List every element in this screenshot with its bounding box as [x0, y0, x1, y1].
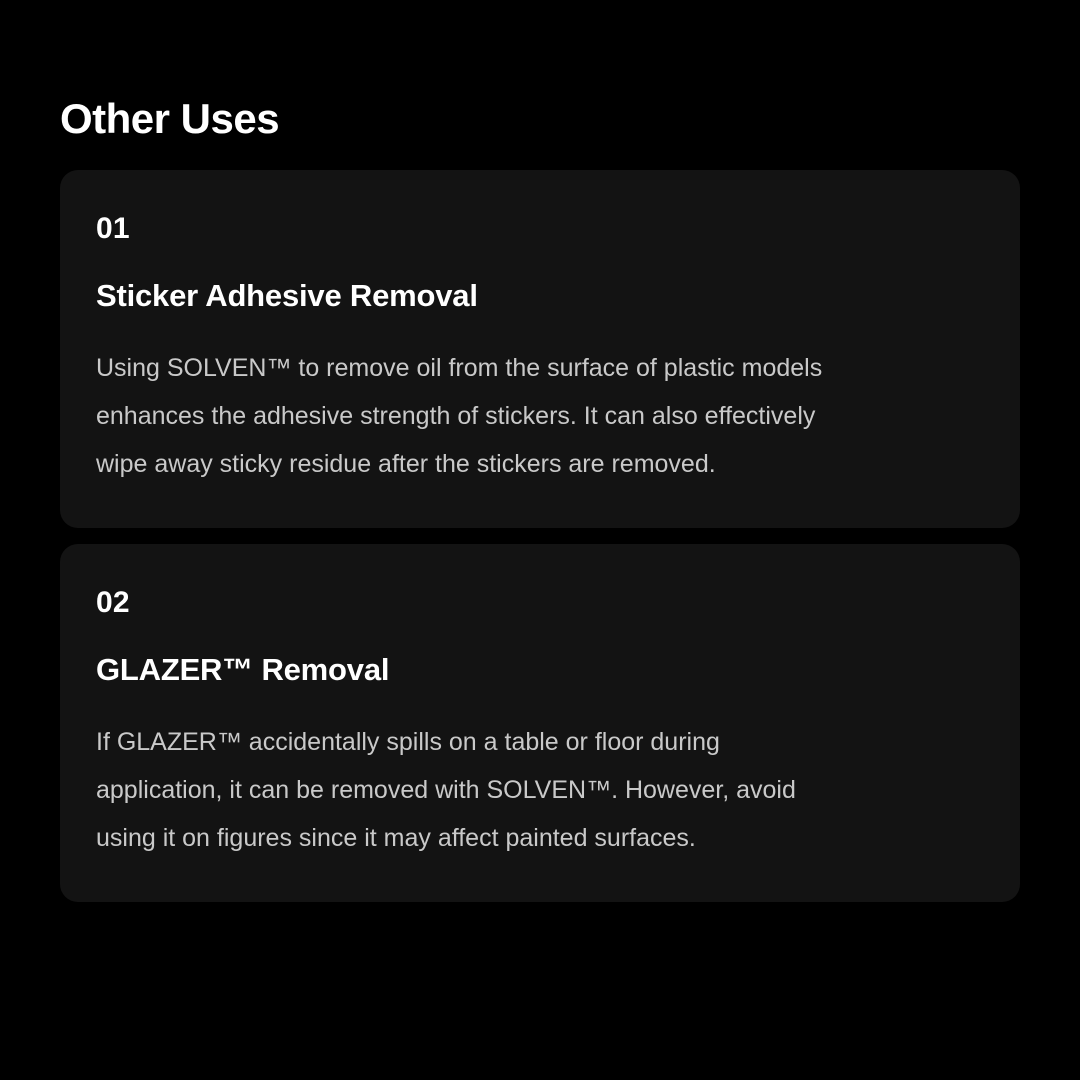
card-body-text: If GLAZER™ accidentally spills on a table or floor during application, it can be removed with SOLVEN™. However, avoid using it on figures since it may affect painted surfaces. [96, 728, 796, 853]
card-body-text: Using SOLVEN™ to remove oil from the surface of plastic models enhances the adhesive strength of stickers. It can also effectively wipe away sticky residue after the stickers are removed. [96, 354, 823, 479]
card-heading: GLAZER™ Removal [96, 652, 390, 688]
page-title: Other Uses [60, 95, 280, 143]
card-number: 02 [96, 586, 130, 620]
use-case-card-list [60, 170, 1020, 902]
use-case-card [60, 544, 1020, 902]
use-case-card [60, 170, 1020, 528]
card-number: 01 [96, 212, 130, 245]
card-heading: Sticker Adhesive Removal [96, 278, 478, 313]
